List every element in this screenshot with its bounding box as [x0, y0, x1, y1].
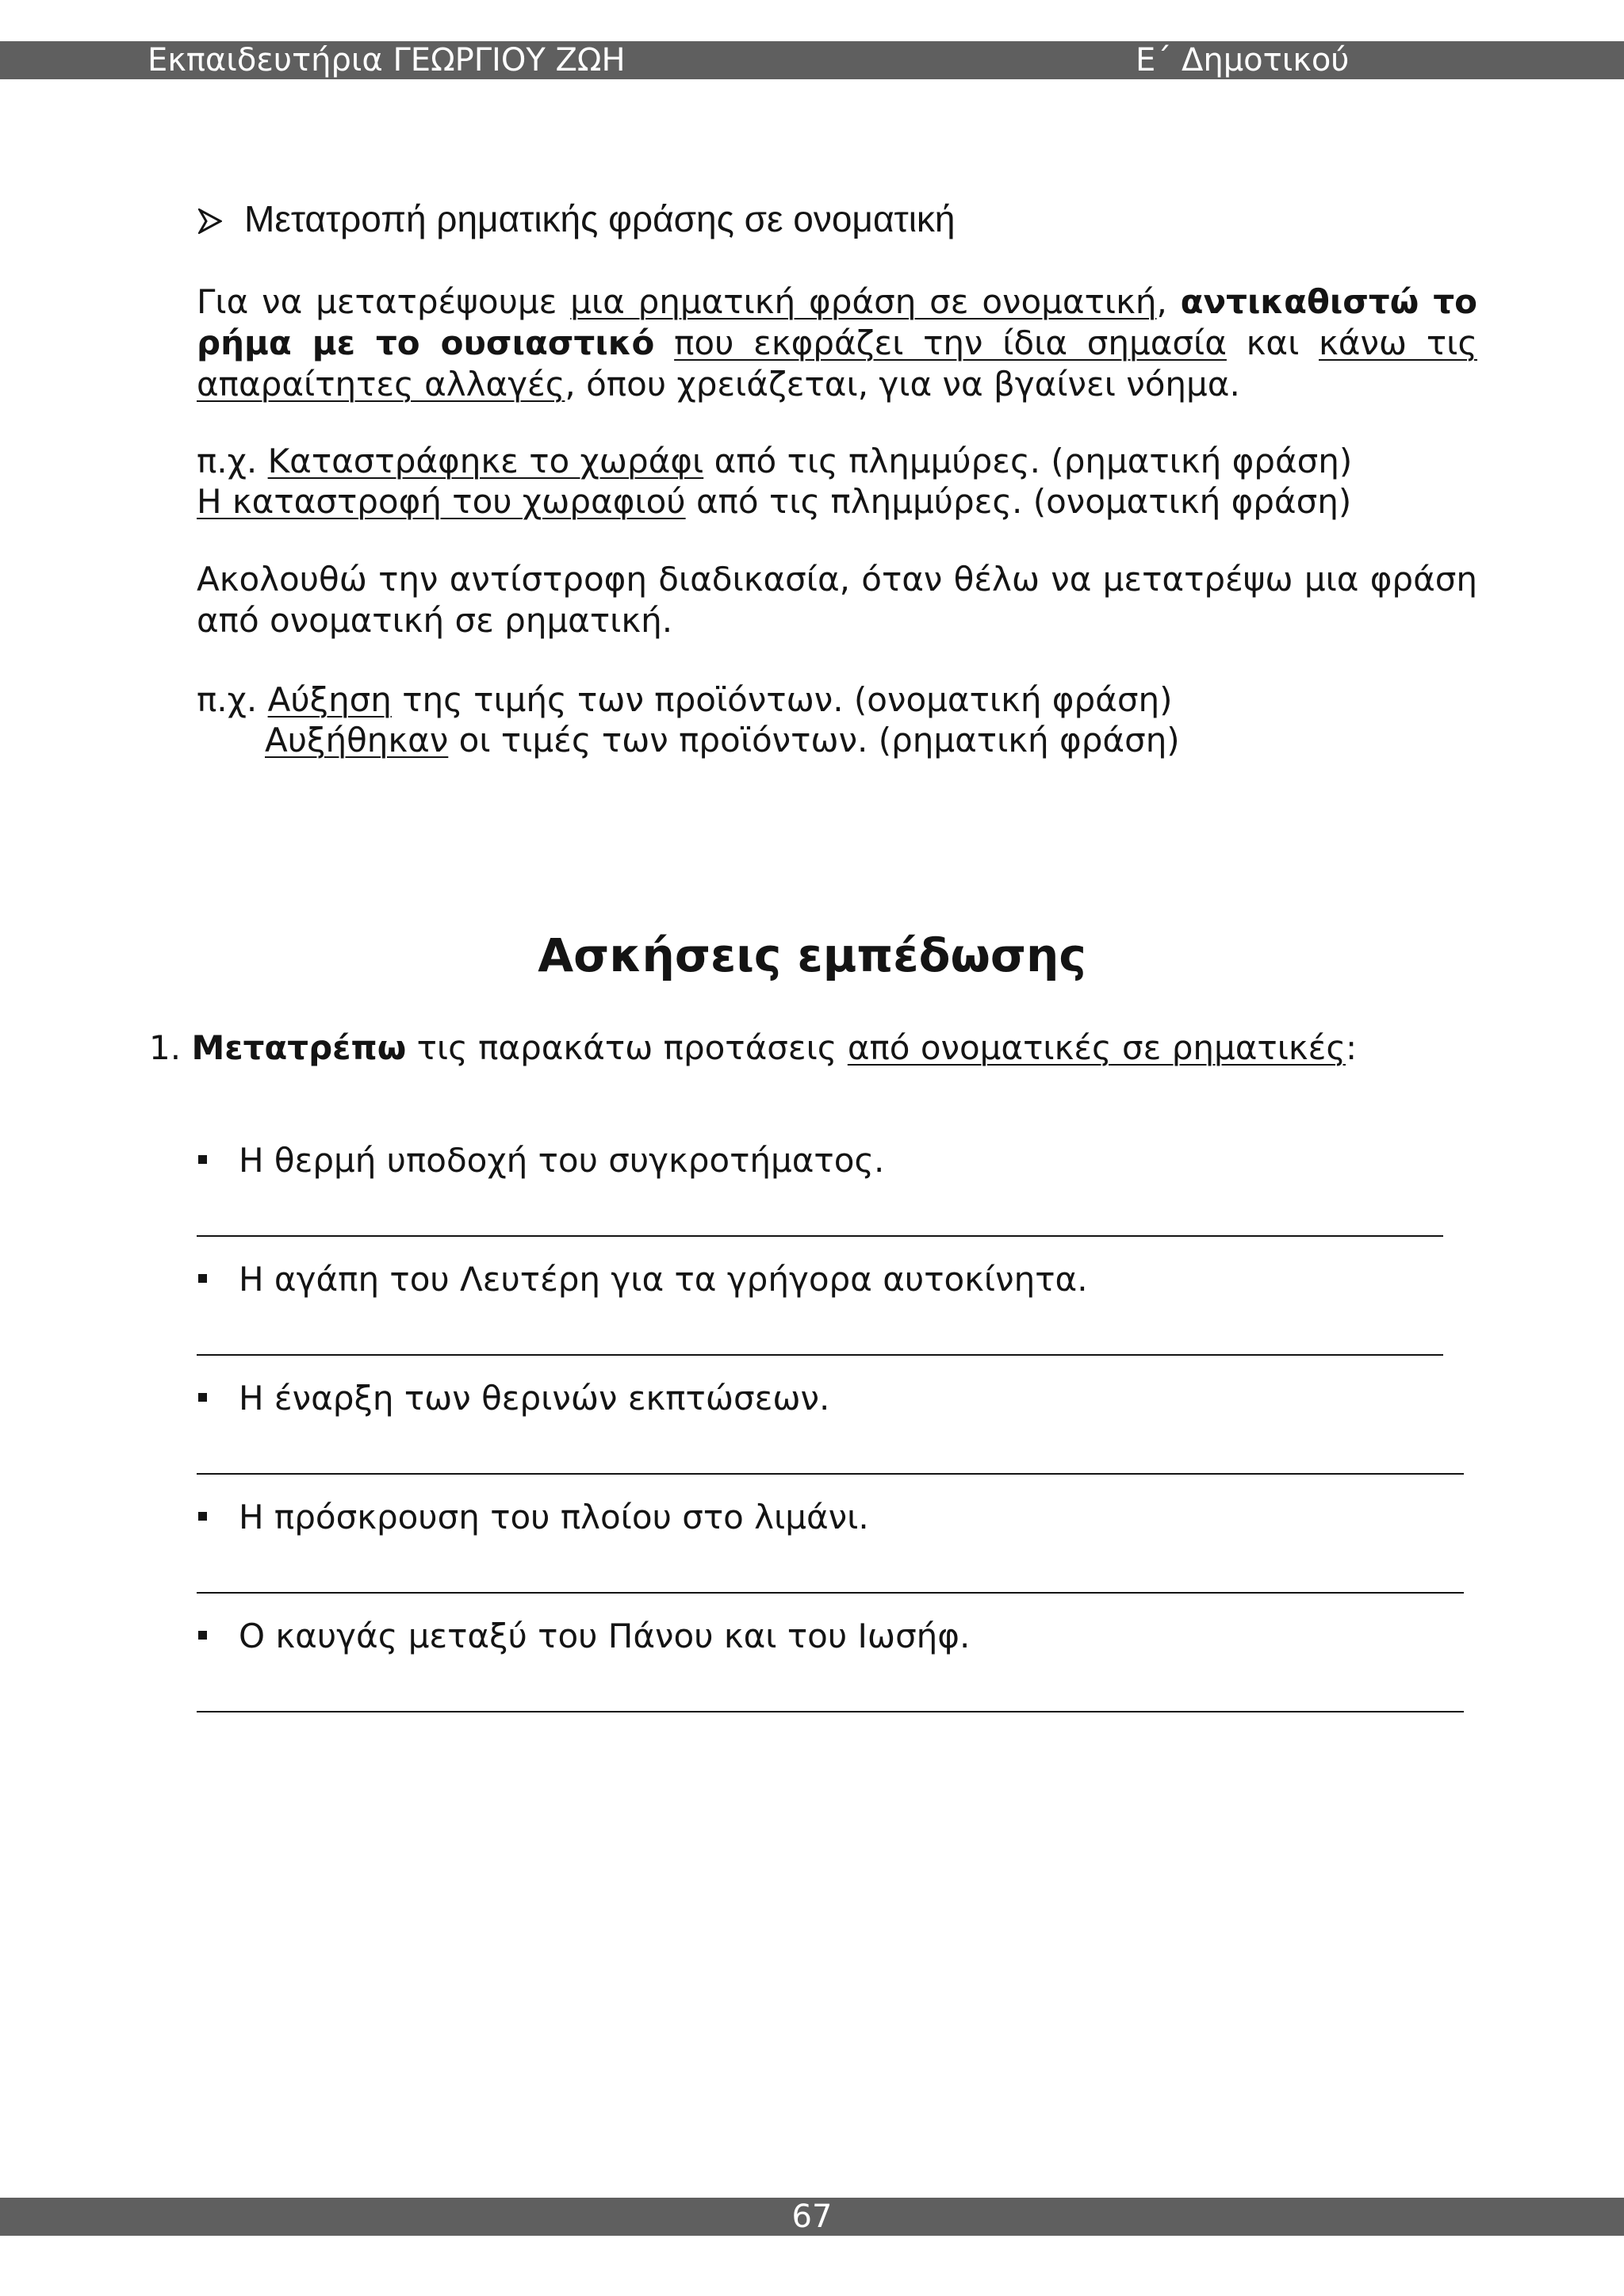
para1-underlined-3: κάνω τις απαραίτητες αλλαγές	[197, 323, 1477, 404]
answer-line[interactable]	[197, 1354, 1443, 1356]
example-1-rest: από τις πλημμύρες. (ονοματική φράση)	[685, 482, 1352, 521]
theory-heading	[198, 195, 956, 243]
theory-heading-text: Μετατροπή ρηματικής φράσης σε ονοματική	[244, 198, 956, 239]
example-prefix: π.χ.	[197, 442, 268, 480]
exercise-number: 1.	[149, 1028, 192, 1067]
example-1-verb: Καταστράφηκε το χωράφι	[267, 442, 704, 480]
page-number: 67	[791, 2198, 833, 2235]
para1-text: , όπου χρειάζεται, για να βγαίνει νόημα.	[565, 365, 1240, 404]
header-grade: Ε΄ Δημοτικού	[1136, 42, 1350, 78]
example-2-rest: της τιμής των προϊόντων. (ονοματική φράση)	[391, 680, 1173, 719]
example-2-noun: Αύξηση	[267, 680, 392, 719]
para1-text: και	[1226, 323, 1320, 362]
theory-paragraph-2: Ακολουθώ την αντίστροφη διαδικασία, όταν θέλω να μετατρέψω μια φράση από ονοματική σε ρηματική.	[197, 560, 1477, 640]
exercise-item	[198, 1378, 829, 1419]
square-bullet-icon	[198, 1631, 207, 1640]
exercise-colon: :	[1346, 1028, 1358, 1067]
example-2-rest: οι τιμές των προϊόντων. (ρηματική φράση)	[448, 721, 1180, 760]
theory-paragraph-1	[197, 281, 1477, 405]
para1-text: ,	[1156, 282, 1181, 321]
square-bullet-icon	[198, 1155, 207, 1164]
exercise-item	[198, 1140, 884, 1181]
para1-text: Για να μετατρέψουμε	[197, 282, 571, 321]
exercise-item-text: Η πρόσκρουση του πλοίου στο λιμάνι.	[239, 1498, 869, 1536]
answer-line[interactable]	[197, 1473, 1464, 1475]
example-1-rest: από τις πλημμύρες. (ρηματική φράση)	[703, 442, 1353, 480]
exercises-title: Ασκήσεις εμπέδωσης	[538, 928, 1086, 982]
square-bullet-icon	[198, 1512, 207, 1521]
exercise-1-instruction	[149, 1027, 1357, 1069]
example-1-line-1	[197, 441, 1352, 482]
exercise-item-text: Η έναρξη των θερινών εκπτώσεων.	[239, 1379, 830, 1418]
answer-line[interactable]	[197, 1235, 1443, 1237]
exercise-item	[198, 1616, 970, 1657]
para1-underlined-2: που εκφράζει την ίδια σημασία	[674, 323, 1227, 362]
example-2-line-1	[197, 679, 1172, 721]
exercise-verb: Μετατρέπω	[191, 1028, 407, 1067]
example-1-noun: Η καταστροφή του χωραφιού	[197, 482, 686, 521]
para1-bold: αντικαθιστώ το ρήμα με το ουσιαστικό	[197, 282, 1478, 362]
example-1-line-2	[197, 481, 1351, 522]
page-footer-band	[0, 2198, 1624, 2236]
exercise-underlined: από ονοματικές σε ρηματικές	[847, 1028, 1346, 1067]
para1-text	[654, 323, 674, 362]
exercise-item-text: Ο καυγάς μεταξύ του Πάνου και του Ιωσήφ.	[239, 1617, 971, 1655]
example-prefix: π.χ.	[197, 680, 268, 719]
exercise-text: τις παρακάτω προτάσεις	[406, 1028, 848, 1067]
exercise-item-text: Η θερμή υποδοχή του συγκροτήματος.	[239, 1141, 885, 1180]
header-school-name: Εκπαιδευτήρια ΓΕΩΡΓΙΟΥ ΖΩΗ	[147, 42, 626, 78]
exercise-item-text: Η αγάπη του Λευτέρη για τα γρήγορα αυτοκίνητα.	[239, 1260, 1088, 1299]
square-bullet-icon	[198, 1393, 207, 1402]
exercise-item	[198, 1497, 869, 1538]
example-2-verb: Αυξήθηκαν	[265, 721, 449, 760]
arrowhead-bullet-icon	[198, 195, 244, 243]
page-header-band	[0, 41, 1624, 79]
square-bullet-icon	[198, 1274, 207, 1283]
exercise-item	[198, 1259, 1088, 1300]
example-2-line-2	[265, 720, 1180, 761]
answer-line[interactable]	[197, 1592, 1464, 1594]
para1-underlined-1: μια ρηματική φράση σε ονοματική	[570, 282, 1157, 321]
answer-line[interactable]	[197, 1711, 1464, 1712]
